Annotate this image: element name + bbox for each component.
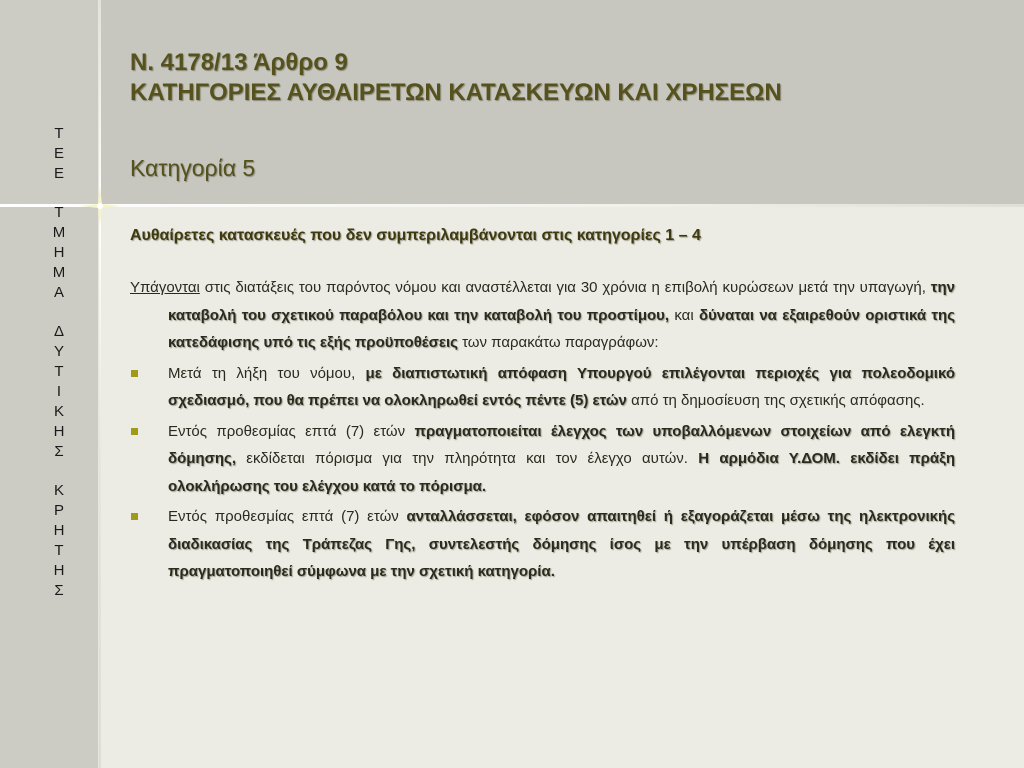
bullet-3-text-1: Εντός προθεσμίας επτά (7) ετών [168,508,407,525]
sidebar-letter: Τ [54,125,64,142]
bullet-item-2 [130,418,955,501]
intro-text-3: των παρακάτω παραγράφων: [457,334,659,351]
bullet-square-icon [131,370,138,377]
sidebar-letter: Σ [54,443,64,460]
sidebar-letter: Κ [53,482,64,499]
section-heading: Αυθαίρετες κατασκευές που δεν συμπεριλαμβάνονται στις κατηγορίες 1 – 4 [130,227,701,244]
intro-lead: Υπάγονται [130,279,200,296]
sidebar-letter: Τ [54,363,64,380]
sidebar-letter: Ρ [53,502,64,519]
intro-paragraph [130,274,955,357]
bullet-item-3 [130,503,955,586]
sidebar-letter: Α [53,284,64,301]
intro-bold-1: την καταβολή του σχετικού παραβόλου και την καταβολή του προστίμου, [168,279,955,324]
title-line-1: Ν. 4178/13 Άρθρο 9 [130,49,348,76]
sidebar-letter: Ι [56,383,62,400]
sidebar-vertical-text [0,124,118,601]
bullet-2-text-2: εκδίδεται πόρισμα για την πληρότητα και τον έλεγχο αυτών. [236,450,699,467]
intro-text-1: στις διατάξεις του παρόντος νόμου και αναστέλλεται για 30 χρόνια η επιβολή κυρώσεων μετά την υπαγωγή, [199,279,931,296]
sidebar-letter: Μ [52,264,66,281]
sidebar-letter: Ε [53,165,64,182]
bullet-square-icon [131,428,138,435]
title-line-2: ΚΑΤΗΓΟΡΙΕΣ ΑΥΘΑΙΡΕΤΩΝ ΚΑΤΑΣΚΕΥΩΝ ΚΑΙ ΧΡΗΣΕΩΝ [130,79,782,106]
bullet-1-text-2: από τη δημοσίευση της σχετικής απόφασης. [626,392,925,409]
bullet-1-bold-1: με διαπιστωτική απόφαση Υπουργού επιλέγονται περιοχές για πολεοδομικό σχεδιασμό, που θα πρέπει να ολοκληρωθεί εντός πέντε (5) ετών [168,364,955,409]
slide-title [130,48,990,108]
bullet-item-1 [130,360,955,415]
sidebar-letter: Η [53,423,65,440]
sidebar-letter: Σ [54,582,64,599]
bullet-2-text-1: Εντός προθεσμίας επτά (7) ετών [168,422,415,440]
bullet-1-text-1: Μετά τη λήξη του νόμου, [168,364,366,382]
intro-bold-2: δύναται να εξαιρεθούν οριστικά της κατεδάφισης υπό τις εξής προϋποθέσεις [168,306,956,351]
sidebar-letter: Μ [52,224,66,241]
sidebar-letter: Η [53,522,65,539]
sidebar-letter: Τ [54,542,64,559]
slide-subtitle: Κατηγορία 5 [130,155,256,181]
sidebar-letter: Η [53,562,65,579]
sidebar-letter: Η [53,244,65,261]
sidebar-letter: Υ [53,343,64,360]
slide-content [130,226,955,589]
sidebar-letter: Δ [53,323,65,340]
intro-text-2: και [669,306,699,324]
horizontal-divider [0,204,1024,207]
bullet-2-bold-2: Η αρμόδια Υ.ΔΟΜ. εκδίδει πράξη ολοκλήρωσης του ελέγχου κατά το πόρισμα. [168,450,955,495]
sidebar-letter: Ε [53,145,64,162]
bullet-square-icon [131,513,138,520]
sidebar-letter: Κ [53,403,64,420]
bullet-2-bold-1: πραγματοποιείται έλεγχος των υποβαλλόμενων στοιχείων από ελεγκτή δόμησης, [168,422,955,467]
bullet-3-bold-1: ανταλλάσσεται, εφόσον απαιτηθεί ή εξαγοράζεται μέσω της ηλεκτρονικής διαδικασίας της Τράπεζας Γης, συντελεστής δόμησης ίσος με την υπέρβαση δόμησης που έχει πραγματοποιηθεί σύμφωνα με την σχετική κατηγορία. [168,508,955,580]
sidebar-letter: Τ [54,204,64,221]
